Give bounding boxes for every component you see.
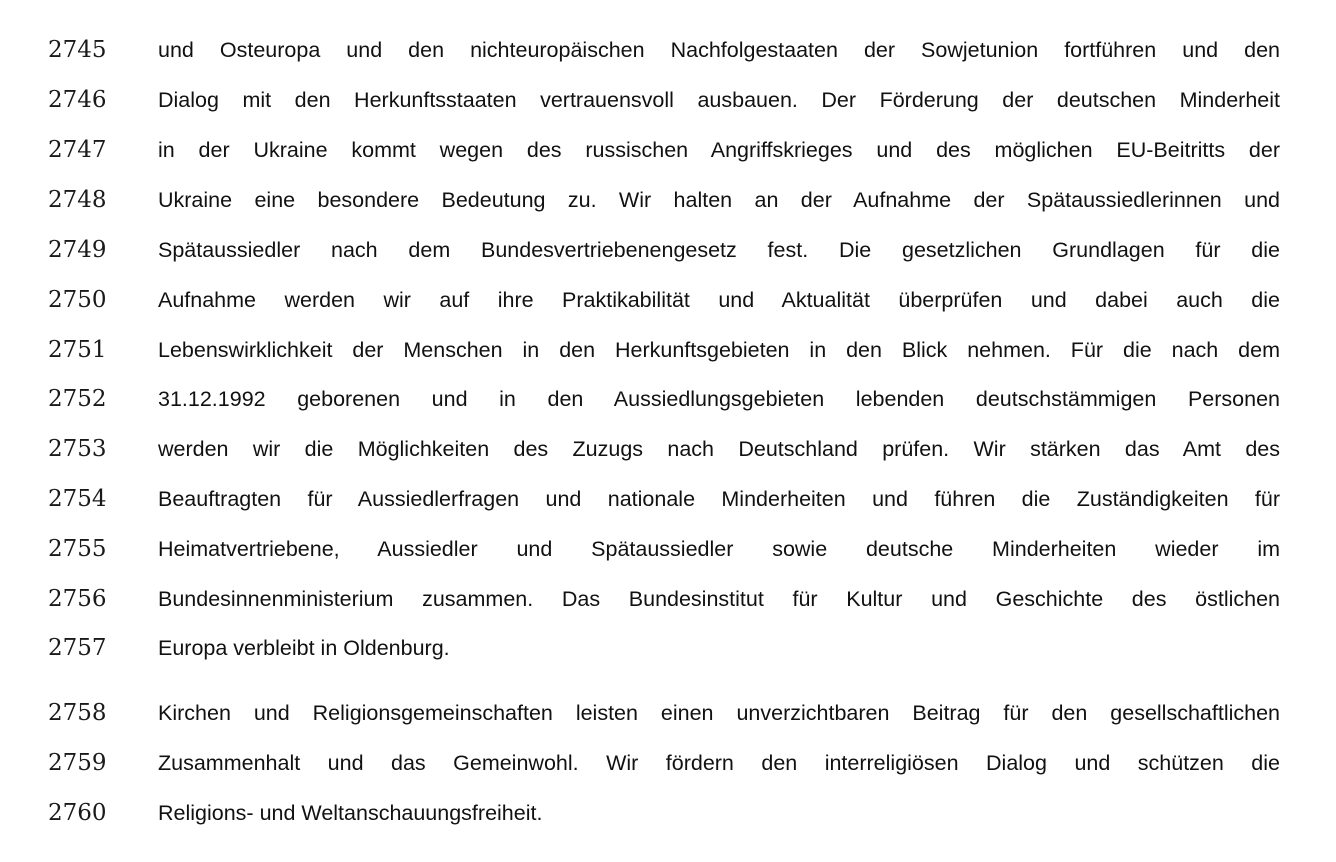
document-line (0, 579, 1336, 619)
line-text: werden wir die Möglichkeiten des Zuzugs nach Deutschland prüfen. Wir stärken das Amt des (158, 437, 1280, 461)
line-number: 2757 (48, 635, 107, 661)
line-number: 2753 (48, 436, 107, 462)
document-line (0, 280, 1336, 320)
line-number: 2746 (48, 87, 107, 113)
line-text: Dialog mit den Herkunftsstaaten vertrauensvoll ausbauen. Der Förderung der deutschen Minderheit (158, 88, 1280, 112)
document-line (0, 743, 1336, 783)
document-line (0, 30, 1336, 70)
line-text: Religions- und Weltanschauungsfreiheit. (158, 801, 543, 825)
line-number: 2758 (48, 700, 107, 726)
document-line (0, 180, 1336, 220)
line-text: Ukraine eine besondere Bedeutung zu. Wir halten an der Aufnahme der Spätaussiedlerinnen und (158, 188, 1280, 212)
line-text: Europa verbleibt in Oldenburg. (158, 636, 450, 660)
line-text: Aufnahme werden wir auf ihre Praktikabilität und Aktualität überprüfen und dabei auch die (158, 288, 1280, 312)
line-text: Spätaussiedler nach dem Bundesvertriebenengesetz fest. Die gesetzlichen Grundlagen für die (158, 238, 1280, 262)
line-number: 2745 (48, 37, 107, 63)
document-line (0, 330, 1336, 370)
line-number: 2759 (48, 750, 107, 776)
line-text: Lebenswirklichkeit der Menschen in den Herkunftsgebieten in den Blick nehmen. Für die nach dem (158, 338, 1280, 362)
line-text: 31.12.1992 geborenen und in den Aussiedlungsgebieten lebenden deutschstämmigen Personen (158, 387, 1280, 411)
document-line (0, 628, 1336, 668)
document-line (0, 230, 1336, 270)
line-number: 2754 (48, 486, 107, 512)
line-text: Kirchen und Religionsgemeinschaften leisten einen unverzichtbaren Beitrag für den gesellschaftlichen (158, 701, 1280, 725)
line-text: Zusammenhalt und das Gemeinwohl. Wir fördern den interreligiösen Dialog und schützen die (158, 751, 1280, 775)
line-number: 2749 (48, 237, 107, 263)
line-text: Bundesinnenministerium zusammen. Das Bundesinstitut für Kultur und Geschichte des östlichen (158, 587, 1280, 611)
line-number: 2752 (48, 386, 107, 412)
line-number: 2747 (48, 137, 107, 163)
line-number: 2750 (48, 287, 107, 313)
line-number: 2748 (48, 187, 107, 213)
line-number: 2756 (48, 586, 107, 612)
line-number: 2751 (48, 337, 107, 363)
document-line (0, 130, 1336, 170)
line-number: 2760 (48, 800, 107, 826)
line-text: in der Ukraine kommt wegen des russischen Angriffskrieges und des möglichen EU-Beitritts der (158, 138, 1280, 162)
document-line (0, 793, 1336, 833)
line-text: und Osteuropa und den nichteuropäischen Nachfolgestaaten der Sowjetunion fortführen und den (158, 38, 1280, 62)
line-text: Heimatvertriebene, Aussiedler und Spätaussiedler sowie deutsche Minderheiten wieder im (158, 537, 1280, 561)
document-line (0, 693, 1336, 733)
document-line (0, 479, 1336, 519)
line-number: 2755 (48, 536, 107, 562)
document-line (0, 379, 1336, 419)
document-line (0, 429, 1336, 469)
document-line (0, 529, 1336, 569)
document-line (0, 80, 1336, 120)
line-text: Beauftragten für Aussiedlerfragen und nationale Minderheiten und führen die Zuständigkeiten für (158, 487, 1280, 511)
